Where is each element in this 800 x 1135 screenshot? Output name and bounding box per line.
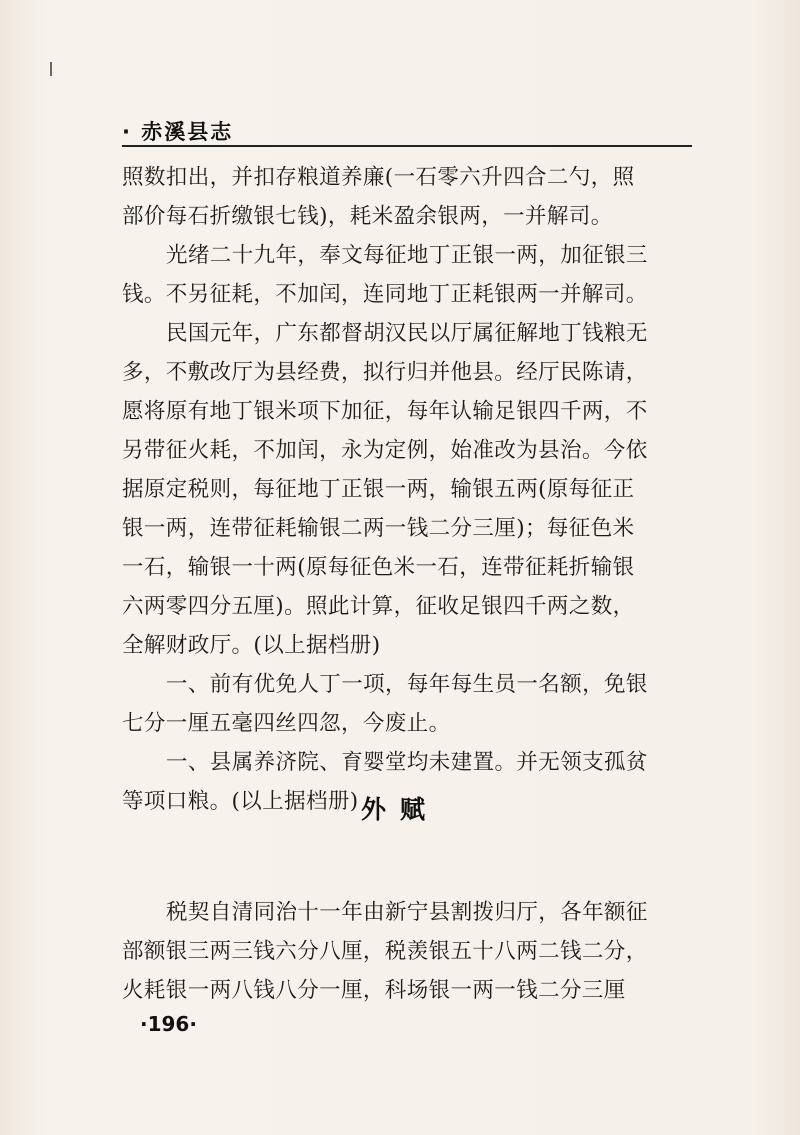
main-text-block xyxy=(122,158,687,821)
scan-edge-mark xyxy=(50,62,52,76)
text-line: 愿将原有地丁银米项下加征，每年认输足银四千两，不 xyxy=(122,399,648,424)
text-line: 钱。不另征耗，不加闰，连同地丁正耗银两一并解司。 xyxy=(122,282,648,307)
paragraph xyxy=(122,314,687,665)
header-title: · 赤溪县志 xyxy=(122,120,234,144)
text-line: 光绪二十九年，奉文每征地丁正银一两，加征银三 xyxy=(166,243,648,268)
text-line: 银一两，连带征耗输银二两一钱二分三厘)；每征色米 xyxy=(122,516,635,541)
text-line: 一、县属养济院、育婴堂均未建置。并无领支孤贫 xyxy=(166,750,648,775)
text-line: 部额银三两三钱六分八厘，税羡银五十八两二钱二分， xyxy=(122,939,648,964)
text-line: 一、前有优免人丁一项，每年每生员一名额，免银 xyxy=(166,672,648,697)
text-line: 据原定税则，每征地丁正银一两，输银五两(原每征正 xyxy=(122,477,635,502)
text-line: 民国元年，广东都督胡汉民以厅属征解地丁钱粮无 xyxy=(166,321,648,346)
text-line: 火耗银一两八钱八分一厘，科场银一两一钱二分三厘 xyxy=(122,978,626,1003)
text-line: 部价每石折缴银七钱)，耗米盈余银两，一并解司。 xyxy=(122,204,613,229)
running-header xyxy=(122,112,692,146)
section-text-block xyxy=(122,893,687,1010)
text-line: 全解财政厅。(以上据档册) xyxy=(122,633,381,658)
text-line: 税契自清同治十一年由新宁县割拨归厅，各年额征 xyxy=(166,900,648,925)
text-line: 七分一厘五毫四丝四忽，今废止。 xyxy=(122,711,451,736)
section-heading: 外赋 xyxy=(360,795,439,824)
paragraph xyxy=(122,236,687,314)
text-line: 六两零四分五厘)。照此计算，征收足银四千两之数， xyxy=(122,594,635,619)
text-line: 照数扣出，并扣存粮道养廉(一石零六升四合二勺，照 xyxy=(122,165,635,190)
paragraph xyxy=(122,158,687,236)
header-rule xyxy=(122,145,692,147)
paragraph xyxy=(122,893,687,1010)
page-number: ·196· xyxy=(140,1012,197,1036)
text-line: 多，不敷改厅为县经费，拟行归并他县。经厅民陈请， xyxy=(122,360,648,385)
paragraph xyxy=(122,665,687,743)
text-line: 另带征火耗，不加闰，永为定例，始准改为县治。今依 xyxy=(122,438,648,463)
text-line: 一石，输银一十两(原每征色米一石，连带征耗折输银 xyxy=(122,555,635,580)
text-line: 等项口粮。(以上据档册) xyxy=(122,789,359,814)
